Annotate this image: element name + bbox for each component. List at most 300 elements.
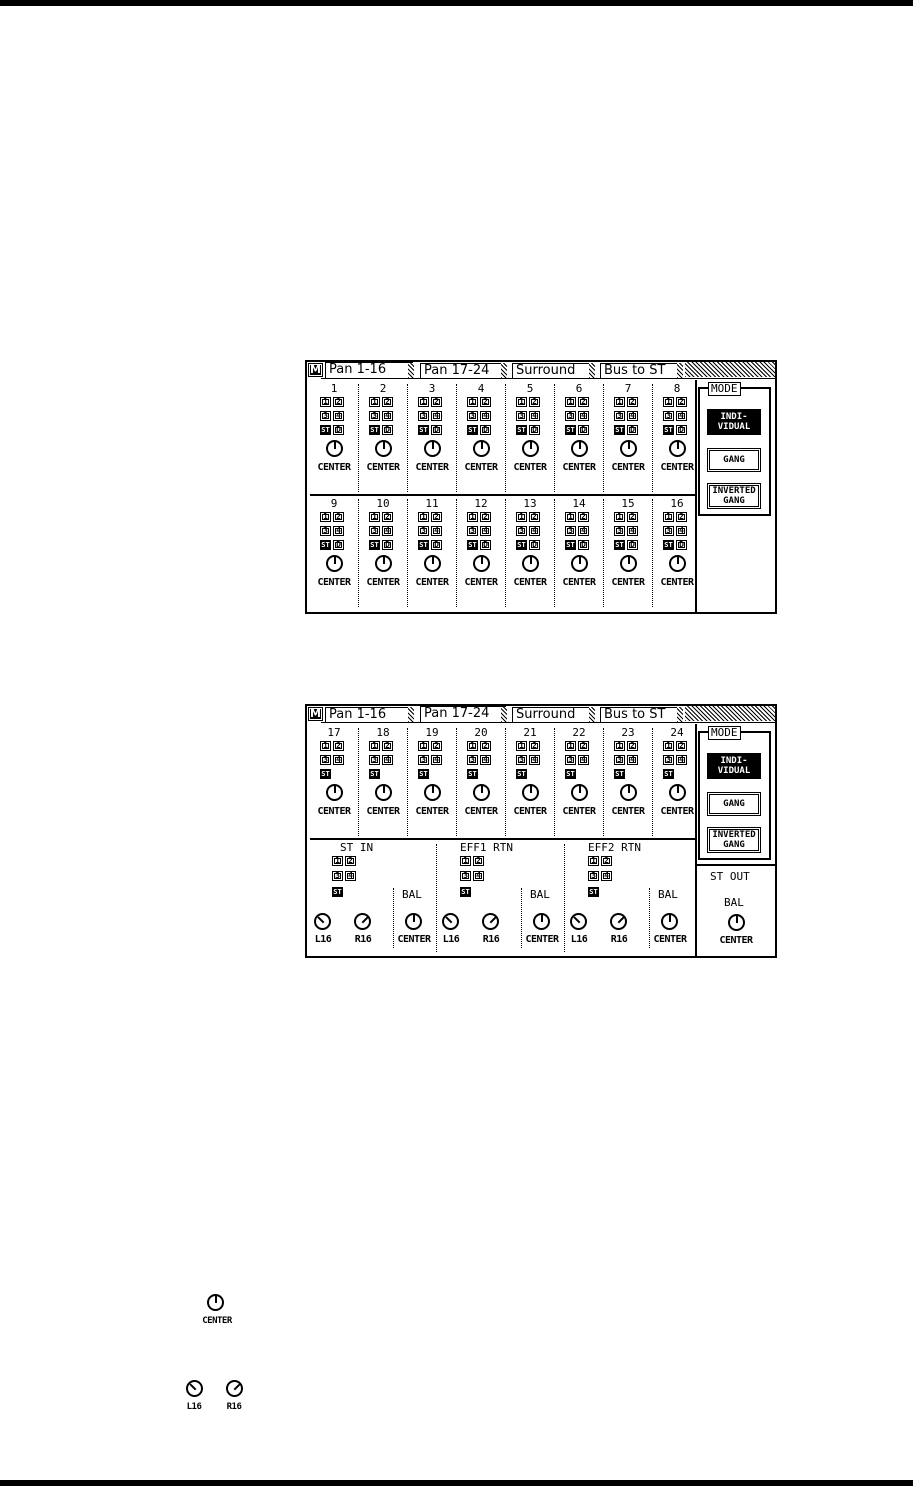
strip-divider [407, 384, 408, 492]
bus-b2-button[interactable]: 2 [382, 741, 393, 751]
strip-divider [652, 728, 653, 836]
pan-knob-icon[interactable] [326, 440, 343, 457]
channel-number: 21 [523, 726, 537, 739]
channel-number: 18 [376, 726, 390, 739]
bus-b1-button[interactable]: 1 [320, 512, 331, 522]
bus-b2-button[interactable]: 2 [578, 397, 589, 407]
right-pan-value: R16 [482, 934, 500, 945]
bus-b3-button[interactable]: 3 [614, 526, 625, 536]
pan-value: CENTER [464, 577, 498, 588]
bus-st-button[interactable]: ST [419, 541, 428, 549]
mode-title: MODE [708, 382, 741, 396]
bus-st-button[interactable]: ST [517, 770, 526, 778]
tab-bus-to-st[interactable]: Bus to ST [600, 707, 682, 722]
bus-b3-button[interactable]: 3 [516, 755, 527, 765]
pan-knob-icon[interactable] [375, 784, 392, 801]
right-pan-knob-icon[interactable] [354, 913, 371, 930]
bus-b4-button[interactable]: 4 [627, 526, 638, 536]
inverted-gang-mode-button[interactable]: INVERTED GANG [707, 827, 761, 853]
bus-st-button[interactable]: ST [321, 770, 330, 778]
bus-b3-button[interactable]: 3 [467, 411, 478, 421]
pan-1-16-screen [305, 360, 777, 614]
bus-b3-button[interactable]: 3 [588, 871, 599, 881]
bus-b3-button[interactable]: 3 [614, 411, 625, 421]
bus-b1-button[interactable]: 1 [460, 856, 471, 866]
bus-b1-button[interactable]: 1 [614, 741, 625, 751]
section-title: EFF1 RTN [460, 841, 513, 854]
bus-b3-button[interactable]: 3 [369, 411, 380, 421]
bus-b3-button[interactable]: 3 [516, 526, 527, 536]
pan-value: CENTER [415, 806, 449, 817]
bus-st-button[interactable]: ST [517, 541, 526, 549]
bus-b3-button[interactable]: 3 [663, 755, 674, 765]
channel-strip [310, 498, 358, 608]
bus-b1-button[interactable]: 1 [467, 512, 478, 522]
bus-b4-button[interactable]: 4 [627, 411, 638, 421]
tab-bar [307, 706, 775, 723]
bus-b4-button[interactable]: 4 [578, 526, 589, 536]
channel-strip [604, 383, 652, 493]
channel-strip [653, 498, 701, 608]
bus-st-button[interactable]: ST [370, 770, 379, 778]
channel-number: 15 [621, 497, 635, 510]
bus-st-button[interactable]: ST [333, 888, 342, 896]
channel-strip [457, 383, 505, 493]
pan-knob-icon[interactable] [326, 555, 343, 572]
pan-knob-icon[interactable] [375, 555, 392, 572]
st-out-divider [697, 864, 775, 866]
balance-knob-icon[interactable] [661, 913, 678, 930]
bus-b4-button[interactable]: 4 [676, 526, 687, 536]
pan-knob-icon[interactable] [620, 784, 637, 801]
pan-knob-icon[interactable] [571, 784, 588, 801]
bus-b1-button[interactable]: 1 [663, 741, 674, 751]
bus-b4-button[interactable]: 4 [529, 755, 540, 765]
bus-d-button[interactable]: D [333, 425, 344, 435]
left-pan-knob-icon[interactable] [442, 913, 459, 930]
bus-b3-button[interactable]: 3 [516, 411, 527, 421]
pan-value: CENTER [611, 462, 645, 473]
pan-value: CENTER [660, 577, 694, 588]
bus-b2-button[interactable]: 2 [529, 512, 540, 522]
tab-divider [589, 707, 595, 722]
bus-st-button[interactable]: ST [615, 770, 624, 778]
bus-b4-button[interactable]: 4 [431, 411, 442, 421]
bus-b4-button[interactable]: 4 [676, 411, 687, 421]
pan-knob-icon[interactable] [473, 440, 490, 457]
bus-b2-button[interactable]: 2 [382, 397, 393, 407]
bus-b2-button[interactable]: 2 [578, 741, 589, 751]
bus-b4-button[interactable]: 4 [382, 526, 393, 536]
bus-b4-button[interactable]: 4 [382, 755, 393, 765]
right-pan-value: R16 [354, 934, 372, 945]
tabbar-underline [321, 722, 775, 723]
pan-value: CENTER [611, 577, 645, 588]
bus-d-button[interactable]: D [382, 425, 393, 435]
channel-number: 12 [474, 497, 488, 510]
bus-b3-button[interactable]: 3 [320, 755, 331, 765]
bus-b4-button[interactable]: 4 [333, 526, 344, 536]
right-pan-knob-icon[interactable] [482, 913, 499, 930]
pan-knob-icon[interactable] [424, 440, 441, 457]
bus-b4-button[interactable]: 4 [480, 755, 491, 765]
mode-panel [698, 726, 771, 860]
pan-value: CENTER [464, 806, 498, 817]
pan-value: CENTER [513, 577, 547, 588]
strip-divider [358, 384, 359, 492]
bus-b2-button[interactable]: 2 [431, 741, 442, 751]
bus-b4-button[interactable]: 4 [431, 526, 442, 536]
inverted-gang-mode-button[interactable]: INVERTED GANG [707, 483, 761, 509]
bus-b1-button[interactable]: 1 [332, 856, 343, 866]
pan-value: CENTER [317, 462, 351, 473]
bus-st-button[interactable]: ST [566, 541, 575, 549]
bus-b2-button[interactable]: 2 [480, 741, 491, 751]
pan-knob-icon[interactable] [375, 440, 392, 457]
bus-b3-button[interactable]: 3 [418, 411, 429, 421]
st-out-balance-value: CENTER [719, 935, 753, 946]
tab-pan-17-24[interactable]: Pan 17-24 [420, 706, 506, 723]
bus-b4-button[interactable]: 4 [333, 755, 344, 765]
mode-divider [695, 724, 697, 956]
bus-b4-button[interactable]: 4 [627, 755, 638, 765]
bus-d-button[interactable]: D [529, 425, 540, 435]
bus-b2-button[interactable]: 2 [473, 856, 484, 866]
bus-b1-button[interactable]: 1 [467, 397, 478, 407]
pan-value: CENTER [366, 806, 400, 817]
bus-b2-button[interactable]: 2 [627, 397, 638, 407]
bus-d-button[interactable]: D [529, 540, 540, 550]
top-page-rule [0, 0, 913, 6]
pan-knob-icon[interactable] [424, 555, 441, 572]
tab-pan-1-16[interactable]: Pan 1-16 [325, 707, 413, 722]
pan-17-24-screen [305, 704, 777, 958]
bus-st-button[interactable]: ST [589, 888, 598, 896]
bus-b4-button[interactable]: 4 [382, 411, 393, 421]
strip-divider [554, 728, 555, 836]
bus-st-button[interactable]: ST [468, 770, 477, 778]
channel-strip [506, 498, 554, 608]
bus-st-button[interactable]: ST [468, 541, 477, 549]
bus-b2-button[interactable]: 2 [529, 397, 540, 407]
channel-strip [457, 727, 505, 837]
bus-b3-button[interactable]: 3 [418, 755, 429, 765]
bus-st-button[interactable]: ST [468, 426, 477, 434]
bus-b1-button[interactable]: 1 [369, 512, 380, 522]
bus-b2-button[interactable]: 2 [480, 397, 491, 407]
bus-b3-button[interactable]: 3 [565, 755, 576, 765]
channel-number: 6 [575, 382, 583, 395]
mode-divider [695, 380, 697, 612]
bus-st-button[interactable]: ST [419, 426, 428, 434]
bus-b1-button[interactable]: 1 [516, 397, 527, 407]
strip-divider [505, 499, 506, 607]
bus-b2-button[interactable]: 2 [345, 856, 356, 866]
st-out-bal-label: BAL [724, 896, 744, 909]
balance-knob-icon[interactable] [405, 913, 422, 930]
tabbar-hatch [685, 706, 775, 721]
bus-b1-button[interactable]: 1 [614, 397, 625, 407]
strip-divider [456, 499, 457, 607]
legend-left-label: L16 [186, 1402, 202, 1412]
gang-mode-button[interactable]: GANG [707, 792, 761, 816]
bus-d-button[interactable]: D [676, 540, 687, 550]
bus-b3-button[interactable]: 3 [460, 871, 471, 881]
individual-mode-button[interactable]: INDI- VIDUAL [707, 409, 761, 435]
pan-knob-icon[interactable] [473, 555, 490, 572]
bus-b4-button[interactable]: 4 [529, 411, 540, 421]
row-divider [310, 838, 695, 840]
bus-b3-button[interactable]: 3 [614, 755, 625, 765]
bus-b1-button[interactable]: 1 [369, 397, 380, 407]
bus-st-button[interactable]: ST [566, 426, 575, 434]
m-button[interactable]: M [308, 363, 323, 377]
bus-b2-button[interactable]: 2 [431, 512, 442, 522]
bus-b1-button[interactable]: 1 [418, 741, 429, 751]
balance-value: CENTER [397, 934, 431, 945]
bus-b2-button[interactable]: 2 [382, 512, 393, 522]
tab-divider [501, 363, 507, 378]
bus-b3-button[interactable]: 3 [467, 526, 478, 536]
bus-st-button[interactable]: ST [664, 541, 673, 549]
pan-knob-icon[interactable] [620, 440, 637, 457]
pan-value: CENTER [415, 577, 449, 588]
bus-st-button[interactable]: ST [664, 426, 673, 434]
bus-b2-button[interactable]: 2 [676, 512, 687, 522]
bus-b2-button[interactable]: 2 [480, 512, 491, 522]
strip-divider [603, 728, 604, 836]
pan-knob-icon[interactable] [522, 440, 539, 457]
channel-number: 22 [572, 726, 586, 739]
channel-strip [359, 383, 407, 493]
channel-strip [408, 498, 456, 608]
strip-divider [603, 499, 604, 607]
tab-pan-1-16[interactable]: Pan 1-16 [325, 362, 413, 379]
channel-number: 23 [621, 726, 635, 739]
bus-b4-button[interactable]: 4 [529, 526, 540, 536]
bus-b1-button[interactable]: 1 [418, 397, 429, 407]
bus-b1-button[interactable]: 1 [663, 397, 674, 407]
bus-b4-button[interactable]: 4 [473, 871, 484, 881]
bus-b4-button[interactable]: 4 [676, 755, 687, 765]
bus-b3-button[interactable]: 3 [332, 871, 343, 881]
right-pan-value: R16 [610, 934, 628, 945]
bus-b3-button[interactable]: 3 [418, 526, 429, 536]
bus-b1-button[interactable]: 1 [418, 512, 429, 522]
bus-b4-button[interactable]: 4 [578, 411, 589, 421]
channel-strip [408, 383, 456, 493]
gang-mode-button[interactable]: GANG [707, 448, 761, 472]
balance-knob-icon[interactable] [533, 913, 550, 930]
bus-d-button[interactable]: D [382, 540, 393, 550]
bus-d-button[interactable]: D [627, 425, 638, 435]
bus-b2-button[interactable]: 2 [627, 512, 638, 522]
pan-knob-icon[interactable] [669, 555, 686, 572]
bus-b2-button[interactable]: 2 [333, 512, 344, 522]
strip-divider [554, 384, 555, 492]
bus-b2-button[interactable]: 2 [676, 741, 687, 751]
return-section [438, 842, 564, 952]
tab-bus-to-st[interactable]: Bus to ST [600, 363, 682, 378]
pan-value: CENTER [317, 577, 351, 588]
bus-b4-button[interactable]: 4 [480, 526, 491, 536]
bus-d-button[interactable]: D [676, 425, 687, 435]
bal-label: BAL [402, 888, 422, 901]
return-section [310, 842, 436, 952]
return-section [566, 842, 692, 952]
pan-knob-icon[interactable] [571, 555, 588, 572]
bus-d-button[interactable]: D [431, 425, 442, 435]
bus-b3-button[interactable]: 3 [320, 411, 331, 421]
channel-number: 24 [670, 726, 684, 739]
left-pan-knob-icon[interactable] [570, 913, 587, 930]
bus-b3-button[interactable]: 3 [565, 411, 576, 421]
bus-b1-button[interactable]: 1 [565, 741, 576, 751]
strip-divider [407, 728, 408, 836]
channel-strip [555, 727, 603, 837]
pan-knob-icon[interactable] [473, 784, 490, 801]
bus-d-button[interactable]: D [480, 540, 491, 550]
tab-divider [408, 363, 414, 378]
tabbar-underline [321, 378, 775, 379]
individual-mode-button[interactable]: INDI- VIDUAL [707, 753, 761, 779]
pan-value: CENTER [562, 462, 596, 473]
pan-value: CENTER [513, 462, 547, 473]
bus-st-button[interactable]: ST [461, 888, 470, 896]
bus-st-button[interactable]: ST [517, 426, 526, 434]
bus-b3-button[interactable]: 3 [663, 411, 674, 421]
bus-b2-button[interactable]: 2 [529, 741, 540, 751]
left-pan-value: L16 [442, 934, 460, 945]
bus-b1-button[interactable]: 1 [369, 741, 380, 751]
bus-b1-button[interactable]: 1 [663, 512, 674, 522]
bus-b2-button[interactable]: 2 [333, 741, 344, 751]
bus-b2-button[interactable]: 2 [431, 397, 442, 407]
bus-b1-button[interactable]: 1 [320, 397, 331, 407]
bal-label: BAL [658, 888, 678, 901]
bus-b2-button[interactable]: 2 [578, 512, 589, 522]
pan-value: CENTER [464, 462, 498, 473]
st-out-balance-knob-icon[interactable] [728, 914, 745, 931]
tab-surround[interactable]: Surround [512, 707, 594, 722]
pan-knob-icon[interactable] [522, 555, 539, 572]
channel-number: 5 [526, 382, 534, 395]
pan-knob-icon[interactable] [620, 555, 637, 572]
bus-st-button[interactable]: ST [566, 770, 575, 778]
channel-strip [506, 727, 554, 837]
bus-b1-button[interactable]: 1 [516, 741, 527, 751]
bus-b3-button[interactable]: 3 [369, 526, 380, 536]
bus-b1-button[interactable]: 1 [320, 741, 331, 751]
bus-d-button[interactable]: D [333, 540, 344, 550]
bus-b1-button[interactable]: 1 [588, 856, 599, 866]
bus-d-button[interactable]: D [480, 425, 491, 435]
balance-value: CENTER [525, 934, 559, 945]
channel-strip [555, 498, 603, 608]
bus-b3-button[interactable]: 3 [369, 755, 380, 765]
bus-d-button[interactable]: D [431, 540, 442, 550]
bus-b3-button[interactable]: 3 [467, 755, 478, 765]
bus-st-button[interactable]: ST [321, 541, 330, 549]
bus-b4-button[interactable]: 4 [431, 755, 442, 765]
st-out-section [698, 871, 774, 953]
strip-divider [652, 384, 653, 492]
legend-center [193, 1294, 241, 1334]
mode-panel [698, 382, 771, 516]
pan-knob-icon[interactable] [326, 784, 343, 801]
channel-number: 7 [624, 382, 632, 395]
bus-b2-button[interactable]: 2 [676, 397, 687, 407]
channel-number: 20 [474, 726, 488, 739]
channel-number: 11 [425, 497, 439, 510]
pan-knob-icon[interactable] [669, 440, 686, 457]
pan-knob-icon[interactable] [522, 784, 539, 801]
bus-b2-button[interactable]: 2 [333, 397, 344, 407]
bus-d-button[interactable]: D [578, 425, 589, 435]
channel-number: 9 [330, 497, 338, 510]
bus-b1-button[interactable]: 1 [467, 741, 478, 751]
bus-d-button[interactable]: D [627, 540, 638, 550]
pan-knob-icon[interactable] [424, 784, 441, 801]
bus-st-button[interactable]: ST [615, 541, 624, 549]
m-button[interactable]: M [308, 707, 323, 721]
tab-divider [501, 707, 507, 722]
section-divider [436, 844, 437, 952]
bus-b2-button[interactable]: 2 [627, 741, 638, 751]
bus-b4-button[interactable]: 4 [345, 871, 356, 881]
bus-b4-button[interactable]: 4 [480, 411, 491, 421]
channel-strip [359, 727, 407, 837]
pan-knob-icon[interactable] [571, 440, 588, 457]
bus-b3-button[interactable]: 3 [320, 526, 331, 536]
channel-number: 2 [379, 382, 387, 395]
bus-st-button[interactable]: ST [615, 426, 624, 434]
bus-st-button[interactable]: ST [321, 426, 330, 434]
bus-b3-button[interactable]: 3 [663, 526, 674, 536]
bus-st-button[interactable]: ST [419, 770, 428, 778]
pan-value: CENTER [611, 806, 645, 817]
bus-b1-button[interactable]: 1 [516, 512, 527, 522]
bus-b1-button[interactable]: 1 [614, 512, 625, 522]
strip-divider [456, 384, 457, 492]
pan-value: CENTER [513, 806, 547, 817]
strip-divider [358, 499, 359, 607]
bus-b3-button[interactable]: 3 [565, 526, 576, 536]
tab-divider [408, 707, 414, 722]
bus-st-button[interactable]: ST [370, 541, 379, 549]
strip-divider [505, 728, 506, 836]
channel-strip [408, 727, 456, 837]
bus-b4-button[interactable]: 4 [333, 411, 344, 421]
strip-divider [603, 384, 604, 492]
bus-d-button[interactable]: D [578, 540, 589, 550]
channel-number: 1 [330, 382, 338, 395]
bus-b4-button[interactable]: 4 [578, 755, 589, 765]
left-pan-knob-icon[interactable] [314, 913, 331, 930]
bus-st-button[interactable]: ST [664, 770, 673, 778]
bus-b1-button[interactable]: 1 [565, 512, 576, 522]
bus-b1-button[interactable]: 1 [565, 397, 576, 407]
bus-b2-button[interactable]: 2 [601, 856, 612, 866]
bus-st-button[interactable]: ST [370, 426, 379, 434]
right-pan-knob-icon[interactable] [610, 913, 627, 930]
section-title: ST IN [340, 841, 374, 854]
tab-pan-17-24[interactable]: Pan 17-24 [420, 363, 506, 378]
bus-b4-button[interactable]: 4 [601, 871, 612, 881]
pan-value: CENTER [562, 806, 596, 817]
tab-surround[interactable]: Surround [512, 363, 594, 378]
pan-knob-icon[interactable] [669, 784, 686, 801]
